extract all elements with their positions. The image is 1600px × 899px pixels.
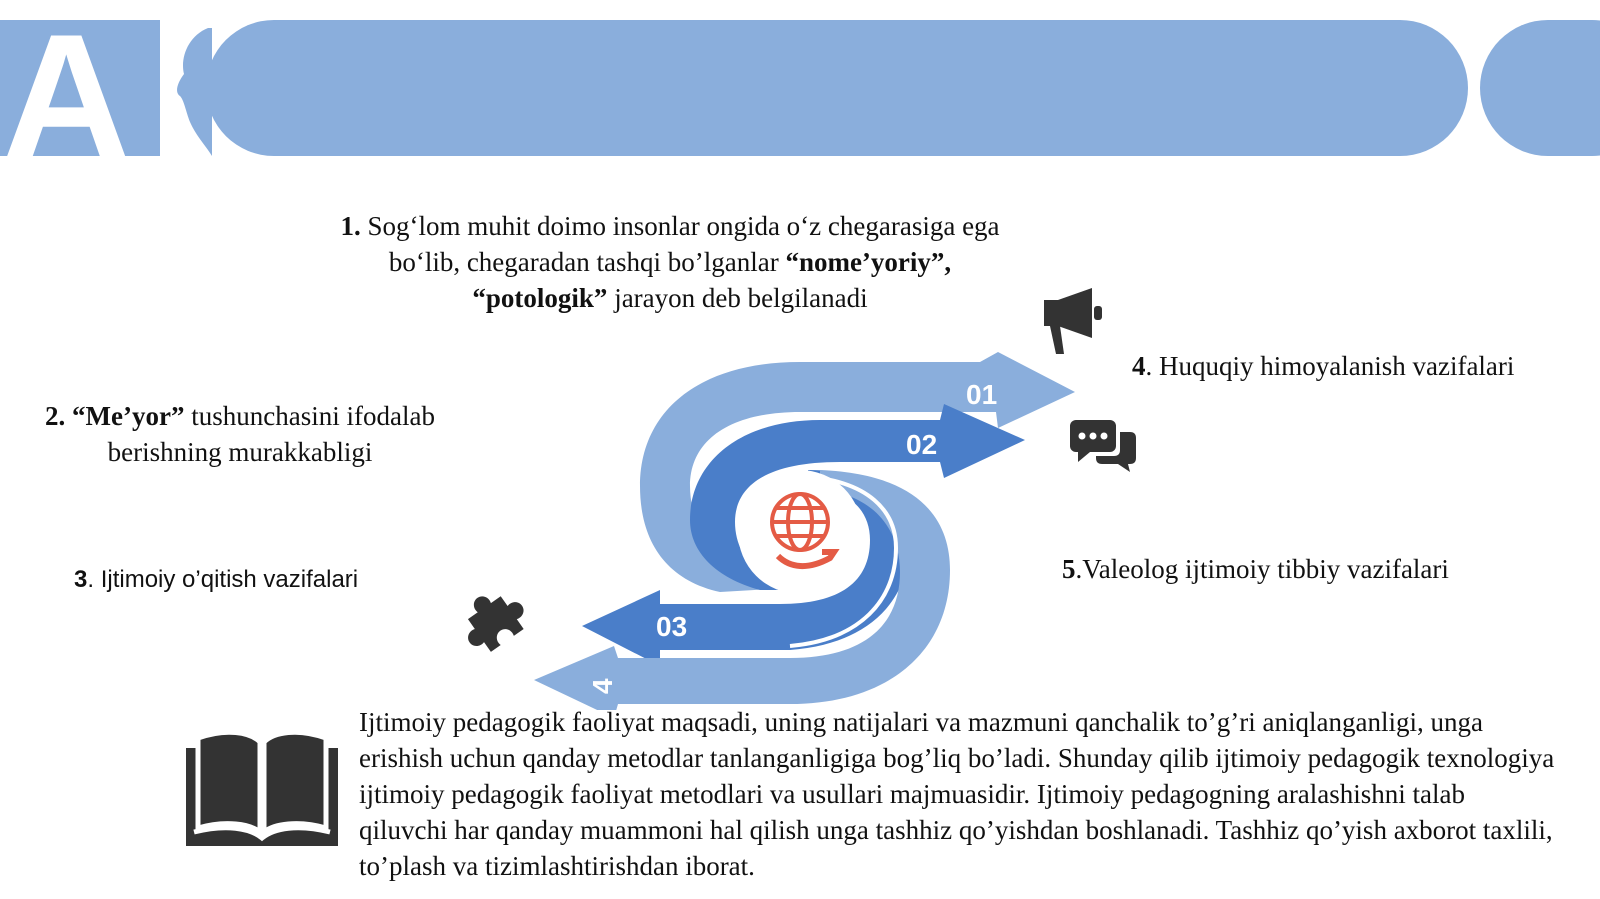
- open-book-icon: [186, 728, 338, 846]
- point-3: [74, 566, 358, 594]
- point-2-bold: “Me’yor”: [72, 401, 185, 431]
- chat-bubbles-icon: [1068, 418, 1140, 474]
- point-1-text-end: jarayon deb belgilanadi: [607, 283, 868, 313]
- header-bar: [206, 20, 1468, 156]
- description-paragraph: Ijtimoiy pedagogik faoliyat maqsadi, uning natijalari va mazmuni qanchalik to’g’ri aniqlanganligi, unga erishish uchun qanday metodlar tanlanganligiga bog’liq bo’ladi. Shunday qilib ijtimoiy pedagogik texnologiya ijtimoiy pedagogik faoliyat metodlari va usullari majmuasidir. Ijtimoiy pedagogning aralashishni talab qiluvchi har qanday muammoni hal qilish unga tashhiz qo’yishdan boshlanadi. Tashhiz qo’yish axborot taxlili, to’plash va tizimlashtirishdan iborat.: [359, 707, 1555, 881]
- point-5: [1062, 551, 1449, 587]
- point-1: [340, 208, 1000, 316]
- point-2: [20, 398, 460, 470]
- arrow-label-02: 02: [906, 429, 938, 460]
- point-1-text: Sog‘lom muhit doimo insonlar ongida o‘z chegarasiga ega bo‘lib, chegaradan tashqi bo’lganlar: [367, 211, 1000, 277]
- logo-letter: A: [2, 0, 131, 170]
- point-3-text: . Ijtimoiy o’qitish vazifalari: [87, 566, 359, 593]
- megaphone-icon: [1040, 286, 1112, 358]
- point-3-number: 3: [74, 566, 88, 593]
- arrow-label-4: 4: [587, 678, 618, 694]
- header-pill-right: [1480, 20, 1600, 156]
- puzzle-piece-icon: [460, 584, 528, 652]
- header-banner: [0, 0, 1600, 170]
- point-4-number: 4: [1132, 351, 1146, 381]
- point-2-text: tushunchasini ifodalab berishning murakkabligi: [107, 401, 435, 467]
- point-5-text: .Valeolog ijtimoiy tibbiy vazifalari: [1075, 554, 1449, 584]
- s-arrow-diagram: [520, 350, 1080, 710]
- arrow-label-03: 03: [656, 611, 688, 642]
- point-4: [1132, 348, 1514, 384]
- point-1-number: 1.: [340, 211, 361, 241]
- point-4-text: . Huquqiy himoyalanish vazifalari: [1145, 351, 1515, 381]
- point-2-number: 2.: [45, 401, 66, 431]
- center-circle: [738, 470, 862, 594]
- point-1-bold: “nome’yoriy”, “potologik”: [472, 247, 952, 313]
- point-5-number: 5: [1062, 554, 1076, 584]
- arrow-label-01: 01: [966, 379, 998, 410]
